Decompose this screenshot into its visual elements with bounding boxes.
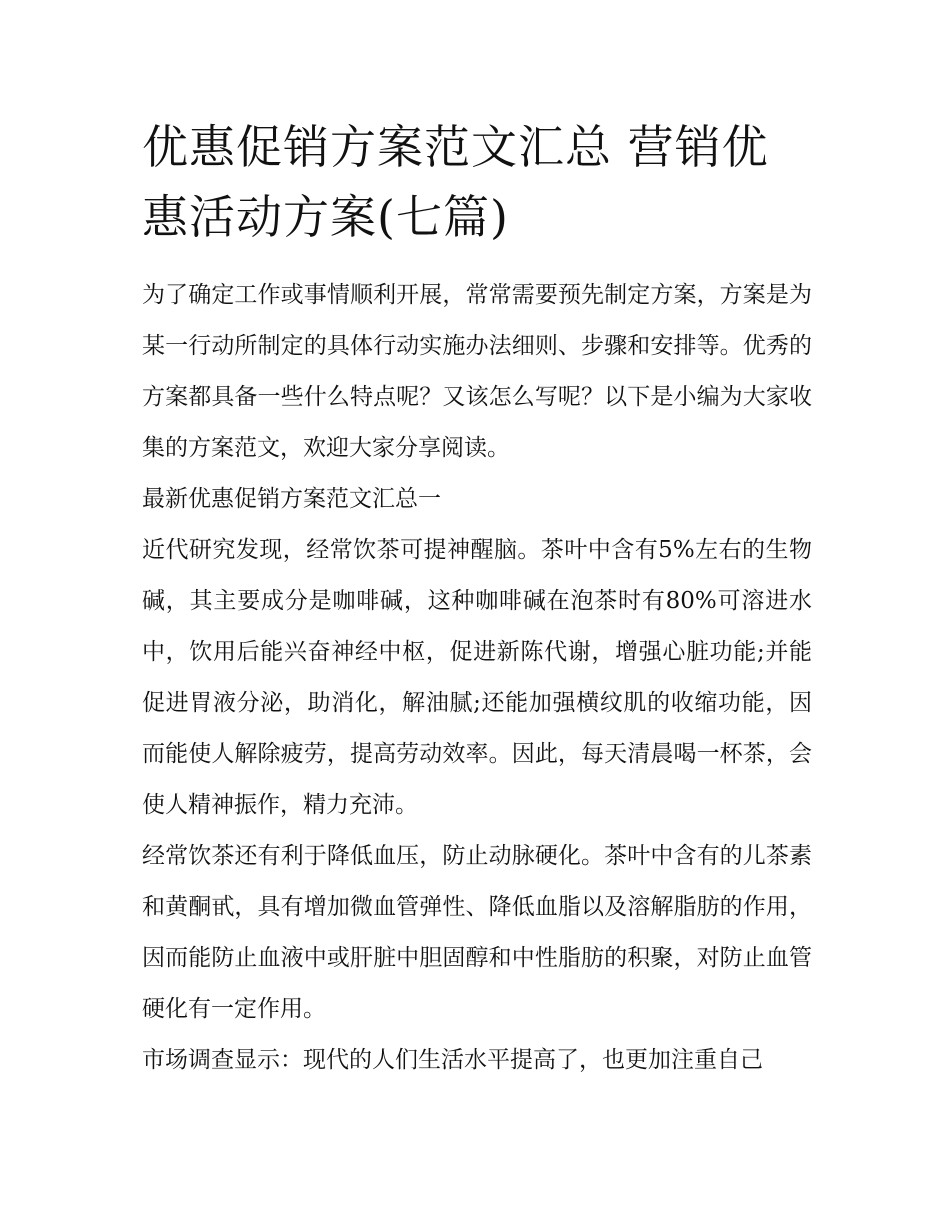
body-paragraph: 经常饮茶还有利于降低血压，防止动脉硬化。茶叶中含有的儿茶素和黄酮甙，具有增加微血管弹性、降低血脂以及溶解脂肪的作用，因而能防止血液中或肝脏中胆固醇和中性脂肪的积聚，对防止血管硬化有一定作用。	[142, 843, 812, 1022]
document-title: 优惠促销方案范文汇总 营销优惠活动方案(七篇)	[142, 120, 769, 244]
section-heading: 最新优惠促销方案范文汇总一	[142, 486, 441, 512]
intro-paragraph: 为了确定工作或事情顺利开展，常常需要预先制定方案，方案是为某一行动所制定的具体行动实施办法细则、步骤和安排等。优秀的方案都具备一些什么特点呢？又该怎么写呢？以下是小编为大家收集的方案范文，欢迎大家分享阅读。	[142, 282, 812, 461]
body-paragraph: 近代研究发现，经常饮茶可提神醒脑。茶叶中含有5%左右的生物碱，其主要成分是咖啡碱，这种咖啡碱在泡茶时有80%可溶进水中，饮用后能兴奋神经中枢，促进新陈代谢，增强心脏功能;并能促进胃液分泌，助消化，解油腻;还能加强横纹肌的收缩功能，因而能使人解除疲劳，提高劳动效率。因此，每天清晨喝一杯茶，会使人精神振作，精力充沛。	[142, 537, 812, 818]
document-page	[142, 112, 812, 1086]
body-paragraph: 市场调查显示：现代的人们生活水平提高了，也更加注重自己	[142, 1047, 763, 1073]
